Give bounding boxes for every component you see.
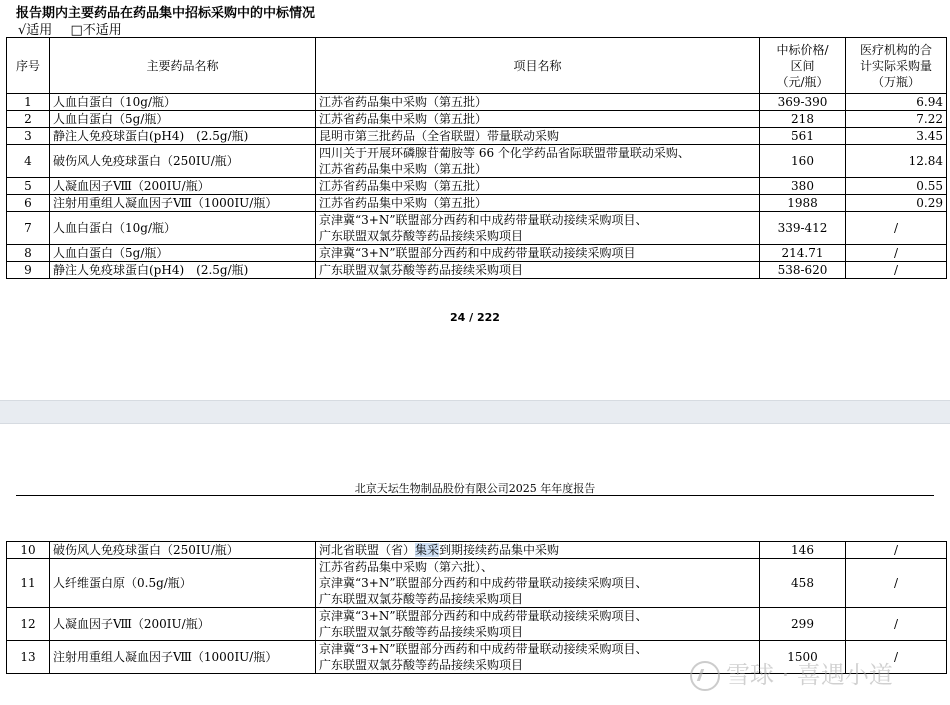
cell-price: 160 [760,145,846,178]
table-row [7,262,947,279]
cell-index: 11 [7,559,50,608]
cell-price: 380 [760,178,846,195]
project-line: 京津冀“3+N”联盟部分西药和中成药带量联动接续采购项目、 [319,213,648,227]
cell-drug-name: 静注人免疫球蛋白(pH4) (2.5g/瓶) [50,262,316,279]
header-project: 项目名称 [316,38,760,94]
project-line: 江苏省药品集中采购（第五批） [319,112,488,126]
cell-index: 1 [7,94,50,111]
cell-index: 6 [7,195,50,212]
cell-price: 146 [760,542,846,559]
cell-quantity: 7.22 [846,111,947,128]
cell-project [316,212,760,245]
table-row [7,145,947,178]
cell-drug-name: 注射用重组人凝血因子Ⅷ（1000IU/瓶） [50,641,316,674]
cell-index: 13 [7,641,50,674]
cell-price: 561 [760,128,846,145]
cell-drug-name: 人血白蛋白（10g/瓶） [50,94,316,111]
project-line: 江苏省药品集中采购（第五批） [319,95,488,109]
cell-quantity: / [846,608,947,641]
cell-quantity: / [846,641,947,674]
cell-project [316,178,760,195]
page-separator [0,400,950,424]
cell-index: 9 [7,262,50,279]
cell-quantity: / [846,245,947,262]
applicability-options [18,19,136,38]
cell-quantity: 0.55 [846,178,947,195]
cell-price: 214.71 [760,245,846,262]
project-line: 广东联盟双氯芬酸等药品接续采购项目 [319,229,524,243]
cell-price: 1500 [760,641,846,674]
cell-index: 2 [7,111,50,128]
cell-price: 458 [760,559,846,608]
project-line: 江苏省药品集中采购（第五批） [319,196,488,210]
cell-index: 5 [7,178,50,195]
project-line: 河北省联盟（省）集采到期接续药品集中采购 [319,543,560,557]
cell-project [316,542,760,559]
table-row [7,128,947,145]
cell-quantity: / [846,262,947,279]
cell-project [316,128,760,145]
cell-drug-name: 人血白蛋白（10g/瓶） [50,212,316,245]
cell-price: 1988 [760,195,846,212]
running-header: 北京天坛生物制品股份有限公司2025 年年度报告 [354,482,596,495]
cell-quantity: 0.29 [846,195,947,212]
snowball-logo-icon [690,661,720,691]
cell-index: 8 [7,245,50,262]
section-title: 报告期内主要药品在药品集中招标采购中的中标情况 [16,6,316,21]
header-drug: 主要药品名称 [50,38,316,94]
project-line: 江苏省药品集中采购（第六批）、 [319,560,494,574]
project-line: 广东联盟双氯芬酸等药品接续采购项目 [319,658,524,672]
text-selection: 集采 [415,543,440,557]
project-line: 江苏省药品集中采购（第五批） [319,162,488,176]
cell-project [316,111,760,128]
project-line: 广东联盟双氯芬酸等药品接续采购项目 [319,263,524,277]
cell-price: 299 [760,608,846,641]
project-line: 江苏省药品集中采购（第五批） [319,179,488,193]
table-row [7,111,947,128]
project-line: 京津冀“3+N”联盟部分西药和中成药带量联动接续采购项目 [319,246,636,260]
table-row [7,559,947,608]
cell-drug-name: 人凝血因子Ⅷ（200IU/瓶） [50,178,316,195]
project-line: 广东联盟双氯芬酸等药品接续采购项目 [319,592,524,606]
table-row [7,608,947,641]
table-row [7,195,947,212]
bid-table-part1 [6,37,947,279]
header-quantity: 医疗机构的合 计实际采购量 （万瓶） [846,38,947,94]
cell-index: 4 [7,145,50,178]
project-line: 京津冀“3+N”联盟部分西药和中成药带量联动接续采购项目、 [319,576,648,590]
project-line: 四川关于开展环磷腺苷葡胺等 66 个化学药品省际联盟带量联动采购、 [319,146,690,160]
cell-drug-name: 注射用重组人凝血因子Ⅷ（1000IU/瓶） [50,195,316,212]
cell-quantity: 3.45 [846,128,947,145]
cell-project [316,145,760,178]
cell-price: 538-620 [760,262,846,279]
cell-quantity: 6.94 [846,94,947,111]
cell-drug-name: 人凝血因子Ⅷ（200IU/瓶） [50,608,316,641]
cell-quantity: / [846,559,947,608]
option-not-applicable: □不适用 [70,23,122,38]
cell-quantity: / [846,212,947,245]
cell-index: 7 [7,212,50,245]
cell-drug-name: 破伤风人免疫球蛋白（250IU/瓶） [50,145,316,178]
cell-price: 369-390 [760,94,846,111]
cell-project [316,559,760,608]
cell-project [316,94,760,111]
table-row [7,542,947,559]
cell-price: 339-412 [760,212,846,245]
cell-index: 3 [7,128,50,145]
project-line: 京津冀“3+N”联盟部分西药和中成药带量联动接续采购项目、 [319,609,648,623]
watermark: 雪球 · 喜遇小道 [690,655,893,691]
cell-price: 218 [760,111,846,128]
table-row [7,94,947,111]
table-row [7,212,947,245]
table-header-row [7,38,947,94]
header-index: 序号 [7,38,50,94]
cell-quantity: / [846,542,947,559]
cell-drug-name: 静注人免疫球蛋白(pH4) (2.5g/瓶) [50,128,316,145]
cell-index: 12 [7,608,50,641]
cell-project [316,245,760,262]
cell-project [316,195,760,212]
cell-drug-name: 人纤维蛋白原（0.5g/瓶） [50,559,316,608]
project-line: 昆明市第三批药品（全省联盟）带量联动采购 [319,129,560,143]
cell-drug-name: 破伤风人免疫球蛋白（250IU/瓶） [50,542,316,559]
table-row [7,245,947,262]
table-row [7,178,947,195]
cell-drug-name: 人血白蛋白（5g/瓶） [50,245,316,262]
header-price: 中标价格/ 区间 （元/瓶） [760,38,846,94]
cell-project [316,262,760,279]
project-line: 京津冀“3+N”联盟部分西药和中成药带量联动接续采购项目、 [319,642,648,656]
page-number: 24 / 222 [450,311,500,324]
header-rule [16,495,934,496]
cell-index: 10 [7,542,50,559]
cell-project [316,608,760,641]
cell-quantity: 12.84 [846,145,947,178]
project-line: 广东联盟双氯芬酸等药品接续采购项目 [319,625,524,639]
option-applicable: √适用 [18,23,53,38]
cell-drug-name: 人血白蛋白（5g/瓶） [50,111,316,128]
